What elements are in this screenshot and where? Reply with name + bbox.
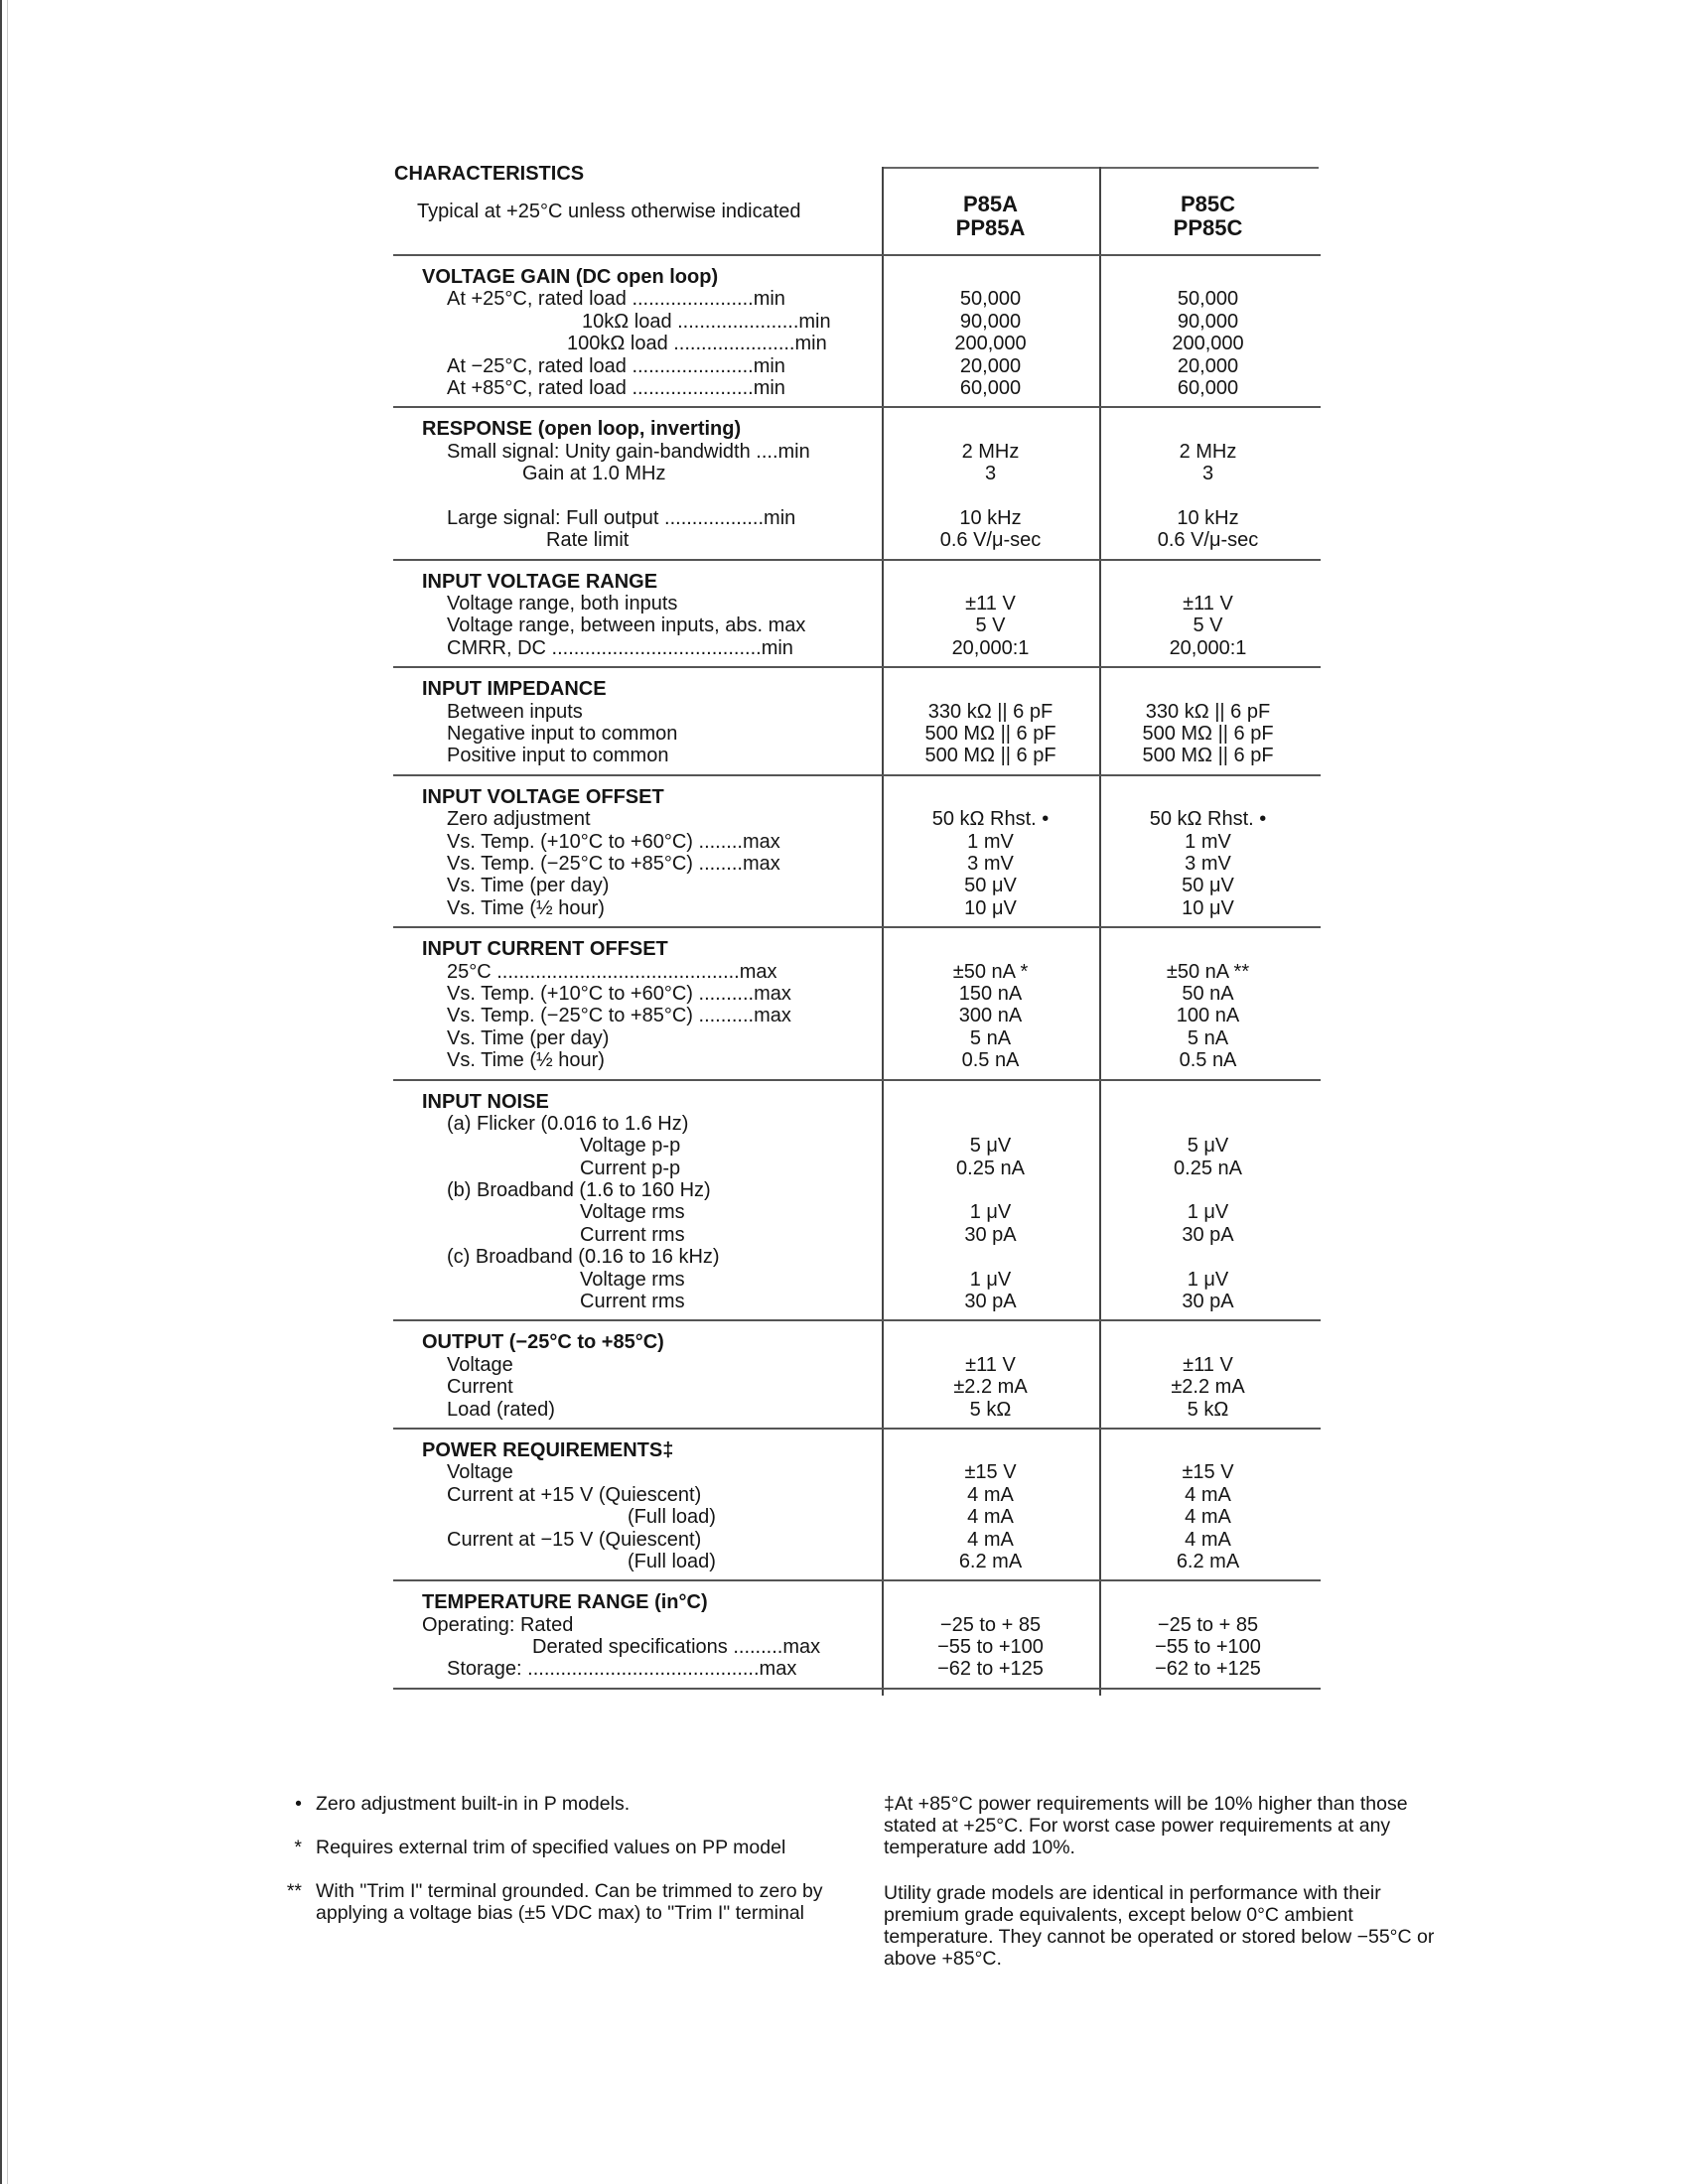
table-row: 10kΩ load ......................min 90,000 90,000 [582,310,1239,333]
footnotes-right [884,1793,1450,1993]
table-row: Small signal: Unity gain-bandwidth ....min 2 MHz 2 MHz [447,440,1237,463]
page-edge-shadow [7,0,8,2184]
table-row: Current rms 30 pA 30 pA [580,1291,1234,1313]
table-header [393,159,1321,256]
footnotes-left [276,1793,832,1946]
section-response [393,408,1321,560]
table-row: Between inputs 330 kΩ || 6 pF 330 kΩ || 6 pF [447,700,1271,723]
table-row: Vs. Time (per day) 5 nA 5 nA [447,1026,1229,1049]
table-row: Vs. Temp. (−25°C to +85°C) ..........max 300 nA 100 nA [447,1005,1240,1027]
table-row: Gain at 1.0 MHz 3 3 [522,463,1214,485]
table-row: 100kΩ load ......................min 200,000 200,000 [567,333,1244,355]
section-input-impedance [393,668,1321,776]
section-output [393,1321,1321,1430]
table-row: Current at −15 V (Quiescent) 4 mA 4 mA [447,1528,1231,1551]
table-row: Voltage rms 1 μV 1 μV [580,1268,1229,1291]
table-row: At +85°C, rated load ......................min 60,000 60,000 [447,376,1239,399]
table-row: At +25°C, rated load ......................min 50,000 50,000 [447,288,1239,311]
footnote: ** With "Trim I" terminal grounded. Can be trimmed to zero by applying a voltage bias (±5 VDC max) to "Trim I" terminal [276,1880,832,1924]
bullet-mark: • [295,1793,302,1815]
column-header-p85c: P85C PP85C [1173,192,1243,240]
table-row: Negative input to common 500 MΩ || 6 pF 500 MΩ || 6 pF [447,723,1274,746]
table-row: (Full load) 4 mA 4 mA [628,1506,1231,1529]
table-row: Positive input to common 500 MΩ || 6 pF 500 MΩ || 6 pF [447,745,1274,767]
section-title: INPUT CURRENT OFFSET [422,938,668,961]
table-row: Current at +15 V (Quiescent) 4 mA 4 mA [447,1483,1231,1506]
table-row: Vs. Time (½ hour) 10 μV 10 μV [447,896,1234,919]
table-row: Vs. Time (½ hour) 0.5 nA 0.5 nA [447,1049,1237,1072]
section-temperature-range [393,1581,1321,1690]
section-title: VOLTAGE GAIN (DC open loop) [422,266,719,288]
table-row: Rate limit 0.6 V/μ-sec 0.6 V/μ-sec [546,529,1259,552]
table-row: Current ±2.2 mA ±2.2 mA [447,1376,1245,1399]
section-title: INPUT VOLTAGE RANGE [422,570,658,593]
table-row: Storage: ..........................................max −62 to +125 −62 to +125 [447,1658,1261,1681]
section-title: OUTPUT (−25°C to +85°C) [422,1331,664,1354]
table-title: CHARACTERISTICS [394,163,585,185]
section-title: INPUT VOLTAGE OFFSET [422,785,664,808]
table-row: Voltage ±15 V ±15 V [447,1461,1234,1484]
footnote: * Requires external trim of specified values on PP model [276,1837,832,1858]
table-row: CMRR, DC ......................................min 20,000:1 20,000:1 [447,636,1247,659]
table-row: Zero adjustment 50 kΩ Rhst. • 50 kΩ Rhst. • [447,808,1267,831]
section-input-current-offset [393,928,1321,1080]
section-voltage-gain [393,256,1321,408]
table-row: Vs. Temp. (−25°C to +85°C) ........max 3 mV 3 mV [447,852,1231,875]
table-row: Load (rated) 5 kΩ 5 kΩ [447,1398,1229,1421]
table-row: Voltage rms 1 μV 1 μV [580,1201,1229,1224]
section-title: INPUT NOISE [422,1090,549,1113]
footnote-power: ‡At +85°C power requirements will be 10% higher than those stated at +25°C. For worst case power requirements at any temperature add 10%. [884,1793,1408,1858]
table-row: Vs. Temp. (+10°C to +60°C) ........max 1 mV 1 mV [447,830,1231,853]
table-row: At −25°C, rated load ......................min 20,000 20,000 [447,354,1239,377]
table-row: Derated specifications .........max −55 to +100 −55 to +100 [532,1636,1261,1659]
footnote-utility-grade: Utility grade models are identical in performance with their premium grade equivalents, except below 0°C ambient temperature. They cannot be operated or stored below −55°C or above +85°C. [884,1882,1435,1970]
asterisk-mark: * [294,1837,302,1858]
table-row: Vs. Temp. (+10°C to +60°C) ..........max 150 nA 50 nA [447,982,1234,1005]
table-row: Current rms 30 pA 30 pA [580,1223,1234,1246]
section-input-noise [393,1081,1321,1322]
table-row: Large signal: Full output ..................min 10 kHz 10 kHz [447,506,1239,529]
table-row: Operating: Rated −25 to + 85 −25 to + 85 [422,1613,1259,1636]
table-row: Voltage range, between inputs, abs. max 5 V 5 V [447,614,1223,637]
characteristics-table [393,159,1321,1690]
section-title: POWER REQUIREMENTS‡ [422,1438,674,1461]
table-row: (c) Broadband (0.16 to 16 kHz) [447,1246,720,1269]
table-row: Voltage ±11 V ±11 V [447,1353,1233,1376]
double-asterisk-mark: ** [286,1880,302,1902]
section-input-voltage-offset [393,776,1321,928]
section-power-requirements [393,1430,1321,1581]
table-row: (b) Broadband (1.6 to 160 Hz) [447,1179,711,1202]
footnote: • Zero adjustment built-in in P models. [276,1793,832,1815]
column-header-p85a: P85A PP85A [955,192,1026,240]
table-subtitle: Typical at +25°C unless otherwise indicated [417,201,801,222]
table-row: 25°C ............................................max ±50 nA * ±50 nA ** [447,960,1250,983]
table-row: Current p-p 0.25 nA 0.25 nA [580,1157,1242,1179]
table-row: (a) Flicker (0.016 to 1.6 Hz) [447,1112,689,1135]
section-title: RESPONSE (open loop, inverting) [422,418,742,441]
table-row: Voltage p-p 5 μV 5 μV [580,1135,1229,1158]
page-edge [0,0,2,2184]
spacer-row [393,485,1321,507]
section-title: TEMPERATURE RANGE (in°C) [422,1591,708,1614]
section-title: INPUT IMPEDANCE [422,678,607,701]
table-row: (Full load) 6.2 mA 6.2 mA [628,1550,1240,1572]
section-input-voltage-range [393,561,1321,669]
table-row: Vs. Time (per day) 50 μV 50 μV [447,875,1234,897]
table-row: Voltage range, both inputs ±11 V ±11 V [447,593,1233,615]
